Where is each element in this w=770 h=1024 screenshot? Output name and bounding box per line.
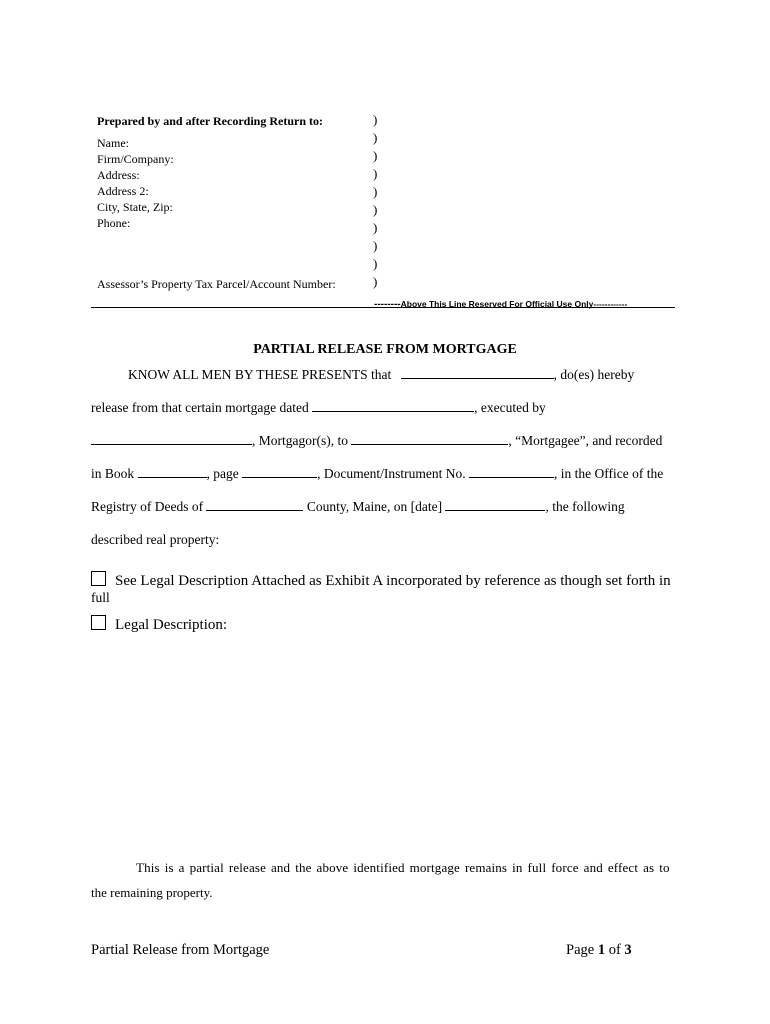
mortgagee-blank[interactable] xyxy=(351,433,508,445)
paren-mark: ) xyxy=(373,166,378,181)
exhibit-option xyxy=(91,571,671,590)
address-field-label: Address: xyxy=(97,168,140,182)
exhibit-text-continued: full xyxy=(91,590,110,605)
hereby-text: , do(es) hereby xyxy=(553,367,635,382)
paren-mark: ) xyxy=(373,130,378,145)
legal-description-text: Legal Description: xyxy=(115,617,228,633)
paren-mark: ) xyxy=(373,112,378,127)
closing-paragraph-line-1: This is a partial release and the above identified mortgage remains in full force and effect as to xyxy=(136,860,670,875)
county-blank[interactable] xyxy=(206,499,303,511)
parcel-number-label: Assessor’s Property Tax Parcel/Account Number: xyxy=(97,277,336,291)
paren-mark: ) xyxy=(373,148,378,163)
county-date-text: County, Maine, on [date] xyxy=(306,499,443,514)
grantor-name-blank[interactable] xyxy=(401,367,554,379)
registry-text: Registry of Deeds of xyxy=(91,499,204,514)
document-title: PARTIAL RELEASE FROM MORTGAGE xyxy=(253,342,517,357)
following-text: , the following xyxy=(545,499,625,514)
of-word: of xyxy=(608,942,621,958)
name-field-label: Name: xyxy=(97,136,129,150)
mortgage-date-blank[interactable] xyxy=(312,400,474,412)
mortgagor-blank[interactable] xyxy=(91,433,252,445)
book-text: in Book xyxy=(91,466,135,481)
phone-field-label: Phone: xyxy=(97,216,131,230)
city-state-zip-field-label: City, State, Zip: xyxy=(97,200,173,214)
page-indicator xyxy=(566,942,632,959)
page-number: 1 xyxy=(597,942,606,958)
reserved-dashes: -------- xyxy=(374,299,401,310)
paragraph-line-6: described real property: xyxy=(91,532,220,547)
mortgagor-text: , Mortgagor(s), to xyxy=(252,433,348,448)
official-use-note xyxy=(374,294,627,312)
document-number-text: , Document/Instrument No. xyxy=(317,466,466,481)
paren-mark: ) xyxy=(373,220,378,235)
legal-description-option xyxy=(91,615,227,634)
grantor-intro-text: KNOW ALL MEN BY THESE PRESENTS that xyxy=(128,367,392,382)
firm-field-label: Firm/Company: xyxy=(97,152,174,166)
footer-title: Partial Release from Mortgage xyxy=(91,942,270,958)
closing-paragraph-line-2: the remaining property. xyxy=(91,885,213,900)
recording-date-blank[interactable] xyxy=(445,499,545,511)
paren-mark: ) xyxy=(373,202,378,217)
executed-by-text: , executed by xyxy=(474,400,546,415)
paragraph-line-1 xyxy=(128,367,634,383)
page-blank[interactable] xyxy=(242,466,317,478)
paragraph-line-5 xyxy=(91,499,625,515)
paren-mark: ) xyxy=(373,256,378,271)
office-text: , in the Office of the xyxy=(553,466,664,481)
reserved-text: Above This Line Reserved For Official Use Only------------ xyxy=(400,299,628,309)
recording-divider xyxy=(91,307,675,308)
prepared-by-label: Prepared by and after Recording Return to: xyxy=(97,114,323,128)
page-word: Page xyxy=(566,942,595,958)
exhibit-text: See Legal Description Attached as Exhibit A incorporated by reference as though set forth in xyxy=(115,573,671,589)
paragraph-line-4 xyxy=(91,466,663,482)
paragraph-line-2 xyxy=(91,400,546,416)
mortgage-dated-text: release from that certain mortgage dated xyxy=(91,400,309,415)
mortgagee-recorded-text: , “Mortgagee”, and recorded xyxy=(508,433,663,448)
paren-mark: ) xyxy=(373,238,378,253)
book-blank[interactable] xyxy=(138,466,207,478)
paragraph-line-3 xyxy=(91,433,662,449)
page-total: 3 xyxy=(624,942,632,958)
exhibit-checkbox[interactable] xyxy=(91,571,106,586)
document-number-blank[interactable] xyxy=(469,466,554,478)
page-text: , page xyxy=(206,466,239,481)
address2-field-label: Address 2: xyxy=(97,184,149,198)
legal-description-checkbox[interactable] xyxy=(91,615,106,630)
paren-mark: ) xyxy=(373,184,378,199)
paren-mark: ) xyxy=(373,274,378,289)
